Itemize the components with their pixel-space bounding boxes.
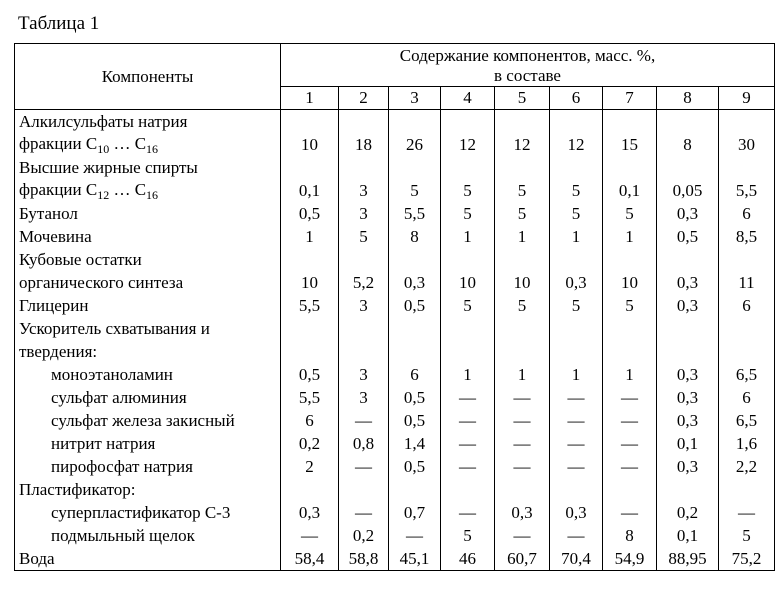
table-cell: 11 <box>719 271 775 294</box>
column-number: 9 <box>719 87 775 110</box>
column-number: 6 <box>550 87 603 110</box>
row-label: суперпластификатор С-3 <box>15 501 281 524</box>
table-cell: 1 <box>441 363 495 386</box>
table-row <box>15 225 775 248</box>
table-row <box>15 110 775 134</box>
table-cell <box>657 317 719 340</box>
table-cell: 15 <box>603 133 657 156</box>
table-cell <box>550 340 603 363</box>
table-cell <box>657 110 719 134</box>
table-cell: 5 <box>495 179 550 202</box>
table-cell <box>657 248 719 271</box>
row-label: органического синтеза <box>15 271 281 294</box>
table-cell: 5 <box>441 524 495 547</box>
table-cell <box>550 156 603 179</box>
table-cell <box>389 110 441 134</box>
table-cell: 5 <box>603 202 657 225</box>
row-label-text: фракции С <box>19 134 98 153</box>
table-cell: — <box>603 386 657 409</box>
table-cell <box>495 478 550 501</box>
table-cell: — <box>441 455 495 478</box>
table-cell: 12 <box>495 133 550 156</box>
table-cell: 18 <box>339 133 389 156</box>
table-row <box>15 478 775 501</box>
table-cell: 30 <box>719 133 775 156</box>
table-cell: 6 <box>719 202 775 225</box>
table-cell <box>719 110 775 134</box>
table-cell <box>389 317 441 340</box>
table-cell <box>389 340 441 363</box>
table-row <box>15 179 775 202</box>
table-cell <box>441 317 495 340</box>
table-row <box>15 455 775 478</box>
row-label: Мочевина <box>15 225 281 248</box>
table-cell <box>441 340 495 363</box>
table-cell: 75,2 <box>719 547 775 571</box>
table-cell: 5,5 <box>389 202 441 225</box>
table-cell: — <box>495 386 550 409</box>
table-cell: 1 <box>441 225 495 248</box>
table-cell: 0,3 <box>281 501 339 524</box>
row-label: Пластификатор: <box>15 478 281 501</box>
column-number: 4 <box>441 87 495 110</box>
table-cell: 6,5 <box>719 409 775 432</box>
table-cell <box>495 156 550 179</box>
table-cell: 1 <box>550 363 603 386</box>
row-label: нитрит натрия <box>15 432 281 455</box>
table-cell: 5 <box>719 524 775 547</box>
table-cell: 0,3 <box>550 271 603 294</box>
table-cell: — <box>550 455 603 478</box>
row-label-subscript: 12 <box>97 188 110 202</box>
table-cell <box>495 248 550 271</box>
table-cell: 0,1 <box>657 432 719 455</box>
row-label <box>15 179 281 202</box>
table-cell <box>550 248 603 271</box>
table-cell: — <box>550 386 603 409</box>
row-label: подмыльный щелок <box>15 524 281 547</box>
table-cell: 12 <box>441 133 495 156</box>
table-cell <box>495 317 550 340</box>
row-label: моноэтаноламин <box>15 363 281 386</box>
table-cell: 0,2 <box>281 432 339 455</box>
table-cell <box>719 317 775 340</box>
row-label <box>15 133 281 156</box>
table-cell <box>389 248 441 271</box>
table-cell <box>495 340 550 363</box>
table-cell: 0,3 <box>495 501 550 524</box>
table-cell: 10 <box>495 271 550 294</box>
table-row <box>15 432 775 455</box>
table-row <box>15 501 775 524</box>
table-cell: 6 <box>281 409 339 432</box>
table-cell: 0,5 <box>389 455 441 478</box>
table-cell: 0,5 <box>389 409 441 432</box>
table-cell: 5 <box>441 179 495 202</box>
table-row <box>15 317 775 340</box>
table-cell <box>603 110 657 134</box>
row-label: Кубовые остатки <box>15 248 281 271</box>
table-cell: 0,3 <box>550 501 603 524</box>
table-cell <box>389 478 441 501</box>
table-cell <box>389 156 441 179</box>
table-cell <box>281 110 339 134</box>
table-cell: 6,5 <box>719 363 775 386</box>
table-cell: 45,1 <box>389 547 441 571</box>
table-cell: 8,5 <box>719 225 775 248</box>
table-cell: 0,3 <box>657 386 719 409</box>
table-cell: 0,1 <box>281 179 339 202</box>
table-cell: 1 <box>281 225 339 248</box>
table-cell: 0,2 <box>339 524 389 547</box>
table-cell: 70,4 <box>550 547 603 571</box>
table-cell: — <box>339 455 389 478</box>
table-cell <box>441 248 495 271</box>
table-cell: 10 <box>281 133 339 156</box>
table-cell: 6 <box>719 386 775 409</box>
table-cell <box>550 478 603 501</box>
row-label-text: … С <box>109 134 147 153</box>
table-cell: 0,8 <box>339 432 389 455</box>
table-cell: 5,2 <box>339 271 389 294</box>
table-cell: 1 <box>495 363 550 386</box>
table-cell <box>441 156 495 179</box>
table-cell <box>550 110 603 134</box>
row-label: сульфат железа закисный <box>15 409 281 432</box>
table-cell: 0,5 <box>389 294 441 317</box>
table-cell: 0,05 <box>657 179 719 202</box>
table-cell: — <box>495 432 550 455</box>
table-row <box>15 156 775 179</box>
table-cell: 5 <box>603 294 657 317</box>
table-cell: 0,5 <box>281 202 339 225</box>
row-label: твердения: <box>15 340 281 363</box>
table-cell: — <box>389 524 441 547</box>
table-cell: — <box>550 409 603 432</box>
table-cell: 5 <box>441 294 495 317</box>
row-label: Алкилсульфаты натрия <box>15 110 281 134</box>
table-cell: 5,5 <box>281 294 339 317</box>
table-cell: — <box>495 409 550 432</box>
table-cell <box>281 340 339 363</box>
table-cell <box>281 317 339 340</box>
table-cell: — <box>339 501 389 524</box>
table-cell <box>281 248 339 271</box>
table-cell: 1 <box>603 363 657 386</box>
table-cell <box>603 478 657 501</box>
table-cell <box>339 156 389 179</box>
table-cell: 46 <box>441 547 495 571</box>
column-number: 5 <box>495 87 550 110</box>
table-cell: 5 <box>495 294 550 317</box>
table-caption: Таблица 1 <box>18 13 100 34</box>
table-cell: 26 <box>389 133 441 156</box>
table-cell: 5 <box>441 202 495 225</box>
header-group-line2: в составе <box>494 66 561 85</box>
table-cell: 5 <box>389 179 441 202</box>
table-cell: 54,9 <box>603 547 657 571</box>
table-cell: 1 <box>603 225 657 248</box>
table-cell: 3 <box>339 294 389 317</box>
table-cell: 10 <box>603 271 657 294</box>
table-cell <box>657 340 719 363</box>
table-cell <box>550 317 603 340</box>
table-cell <box>339 248 389 271</box>
table-cell: 0,3 <box>389 271 441 294</box>
table-cell: 5 <box>550 202 603 225</box>
table-cell: 1 <box>550 225 603 248</box>
table-row <box>15 547 775 571</box>
table-cell: — <box>550 432 603 455</box>
table-cell: 0,5 <box>389 386 441 409</box>
table-cell: 5,5 <box>719 179 775 202</box>
row-label-subscript: 16 <box>146 188 159 202</box>
table-cell: 2 <box>281 455 339 478</box>
table-cell: 8 <box>603 524 657 547</box>
table-row <box>15 271 775 294</box>
table-row <box>15 524 775 547</box>
table-cell: 12 <box>550 133 603 156</box>
table-cell: — <box>441 386 495 409</box>
table-cell <box>657 156 719 179</box>
table-cell <box>441 110 495 134</box>
table-cell: — <box>281 524 339 547</box>
table-cell: 5 <box>339 225 389 248</box>
row-label: Бутанол <box>15 202 281 225</box>
table-cell: 58,4 <box>281 547 339 571</box>
table-cell <box>719 478 775 501</box>
table-cell: 8 <box>657 133 719 156</box>
table-cell: 2,2 <box>719 455 775 478</box>
table-cell <box>719 248 775 271</box>
row-label-text: … С <box>109 180 147 199</box>
table-row <box>15 340 775 363</box>
table-cell: 1 <box>495 225 550 248</box>
table-cell <box>339 317 389 340</box>
table-cell: 0,3 <box>657 202 719 225</box>
table-cell <box>603 156 657 179</box>
table-cell: — <box>550 524 603 547</box>
row-label: пирофосфат натрия <box>15 455 281 478</box>
table-cell: 0,3 <box>657 294 719 317</box>
column-number: 7 <box>603 87 657 110</box>
row-label: Глицерин <box>15 294 281 317</box>
table-cell <box>603 317 657 340</box>
table-cell: 8 <box>389 225 441 248</box>
table-cell: 6 <box>389 363 441 386</box>
table-cell: 5,5 <box>281 386 339 409</box>
table-cell: — <box>603 409 657 432</box>
table-cell: 5 <box>495 202 550 225</box>
table-cell: 0,3 <box>657 271 719 294</box>
table-row <box>15 248 775 271</box>
table-cell: 1,6 <box>719 432 775 455</box>
column-number: 1 <box>281 87 339 110</box>
column-number: 8 <box>657 87 719 110</box>
table-row <box>15 386 775 409</box>
table-row <box>15 202 775 225</box>
table-row <box>15 133 775 156</box>
table-cell: — <box>441 501 495 524</box>
table-cell: — <box>495 455 550 478</box>
table-cell: 88,95 <box>657 547 719 571</box>
column-number: 2 <box>339 87 389 110</box>
table-cell: 5 <box>550 179 603 202</box>
composition-table <box>14 43 775 571</box>
table-cell: 3 <box>339 386 389 409</box>
table-cell <box>719 340 775 363</box>
table-cell <box>441 478 495 501</box>
row-label-text: фракции С <box>19 180 98 199</box>
table-cell: 0,5 <box>657 225 719 248</box>
column-number: 3 <box>389 87 441 110</box>
table-cell: — <box>339 409 389 432</box>
table-cell <box>603 248 657 271</box>
row-label-subscript: 16 <box>146 142 159 156</box>
table-cell: 3 <box>339 363 389 386</box>
table-cell: — <box>441 409 495 432</box>
table-cell <box>603 340 657 363</box>
table-cell: — <box>603 501 657 524</box>
table-cell: 0,3 <box>657 363 719 386</box>
table-cell: 58,8 <box>339 547 389 571</box>
table-cell: 0,1 <box>603 179 657 202</box>
row-label: Ускоритель схватывания и <box>15 317 281 340</box>
table-cell: 3 <box>339 179 389 202</box>
table-cell <box>339 340 389 363</box>
table-cell: — <box>603 455 657 478</box>
row-label-subscript: 10 <box>97 142 110 156</box>
table-cell: — <box>719 501 775 524</box>
table-cell <box>495 110 550 134</box>
table-cell <box>339 478 389 501</box>
table-cell: 0,2 <box>657 501 719 524</box>
table-cell <box>339 110 389 134</box>
table-row <box>15 363 775 386</box>
header-components: Компоненты <box>15 44 281 110</box>
table-cell: 1,4 <box>389 432 441 455</box>
table-cell: — <box>441 432 495 455</box>
table-cell: 0,7 <box>389 501 441 524</box>
table-cell <box>281 156 339 179</box>
row-label: Вода <box>15 547 281 571</box>
row-label: сульфат алюминия <box>15 386 281 409</box>
table-cell <box>657 478 719 501</box>
table-cell: 5 <box>550 294 603 317</box>
table-cell: 0,1 <box>657 524 719 547</box>
table-cell: 6 <box>719 294 775 317</box>
row-label: Высшие жирные спирты <box>15 156 281 179</box>
table-row <box>15 294 775 317</box>
table-cell <box>719 156 775 179</box>
table-cell: 0,3 <box>657 455 719 478</box>
table-cell: 0,3 <box>657 409 719 432</box>
table-row <box>15 409 775 432</box>
header-group-line1: Содержание компонентов, масс. %, <box>399 46 656 65</box>
table-cell <box>281 478 339 501</box>
table-cell: 10 <box>281 271 339 294</box>
table-cell: 3 <box>339 202 389 225</box>
table-cell: — <box>603 432 657 455</box>
table-cell: — <box>495 524 550 547</box>
table-cell: 10 <box>441 271 495 294</box>
table-cell: 0,5 <box>281 363 339 386</box>
header-content-group <box>281 44 775 87</box>
table-cell: 60,7 <box>495 547 550 571</box>
